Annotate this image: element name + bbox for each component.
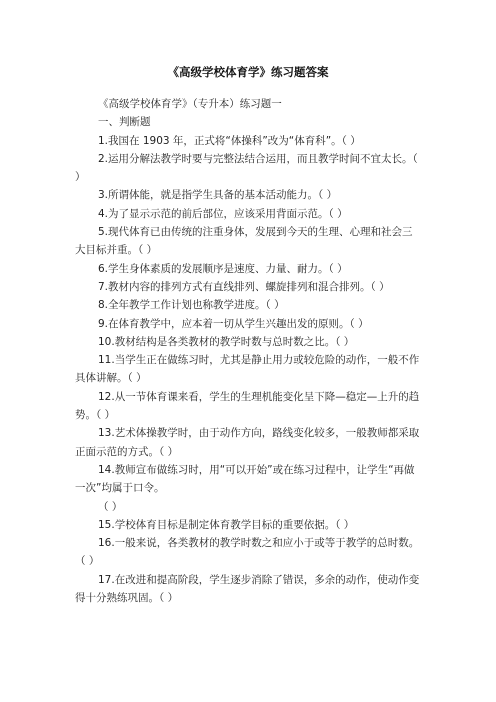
question-item: 2.运用分解法教学时要与完整法结合运用，而且教学时间不宜太长。（ ） [75, 152, 418, 184]
question-item: 10.教材结构是各类教材的教学时数与总时数之比。（ ） [98, 335, 355, 348]
section-heading: 一、判断题 [98, 116, 151, 129]
question-item: 15.学校体育目标是制定体育教学目标的重要依据。（ ） [98, 518, 355, 531]
question-item: 17.在改进和提高阶段，学生逐步消除了错误，多余的动作，使动作变得十分熟练巩固。（ ） [75, 573, 420, 605]
question-item: 8.全年教学工作计划也称教学进度。（ ） [98, 299, 285, 312]
question-item: 16.一般来说，各类教材的教学时数之和应小于或等于教学的总时数。（ ） [75, 537, 420, 568]
document-body [75, 95, 422, 607]
question-item: 3.所谓体能，就是指学生具备的基本活动能力。（ ） [98, 189, 338, 202]
question-item: 5.现代体育已由传统的注重身体，发展到今天的生理、心理和社会三大目标并重。（ ） [75, 226, 413, 257]
question-item: 14.教师宣布做练习时，用“可以开始”或在练习过程中，让学生“再做一次”均属于口令。 [75, 463, 415, 495]
answer-parenthesis: （ ） [98, 500, 123, 513]
question-item: 4.为了显示示范的前后部位，应该采用背面示范。（ ） [98, 207, 348, 220]
question-item: 13.艺术体操教学时，由于动作方向，路线变化较多，一般教师都采取正面示范的方式。（ ） [75, 427, 420, 458]
question-item: 6.学生身体素质的发展顺序是速度、力量、耐力。（ ） [98, 262, 348, 275]
exercise-subtitle: 《高级学校体育学》（专升本）练习题一 [98, 98, 282, 110]
question-item: 7.教材内容的排列方式有直线排列、螺旋排列和混合排列。（ ） [98, 280, 390, 293]
question-item: 9.在体育教学中，应本着一切从学生兴趣出发的原则。（ ） [98, 317, 369, 330]
question-item: 1.我国在 1903 年，正式将“体操科”改为“体育科”。（ ） [98, 134, 361, 147]
question-item: 11.当学生正在做练习时，尤其是静止用力或较危险的动作，一般不作具体讲解。（ ） [75, 354, 420, 385]
question-item: 12.从一节体育课来看，学生的生理机能变化呈下降—稳定—上升的趋势。（ ） [75, 390, 420, 422]
document-title: 《高级学校体育学》练习题答案 [167, 65, 329, 79]
